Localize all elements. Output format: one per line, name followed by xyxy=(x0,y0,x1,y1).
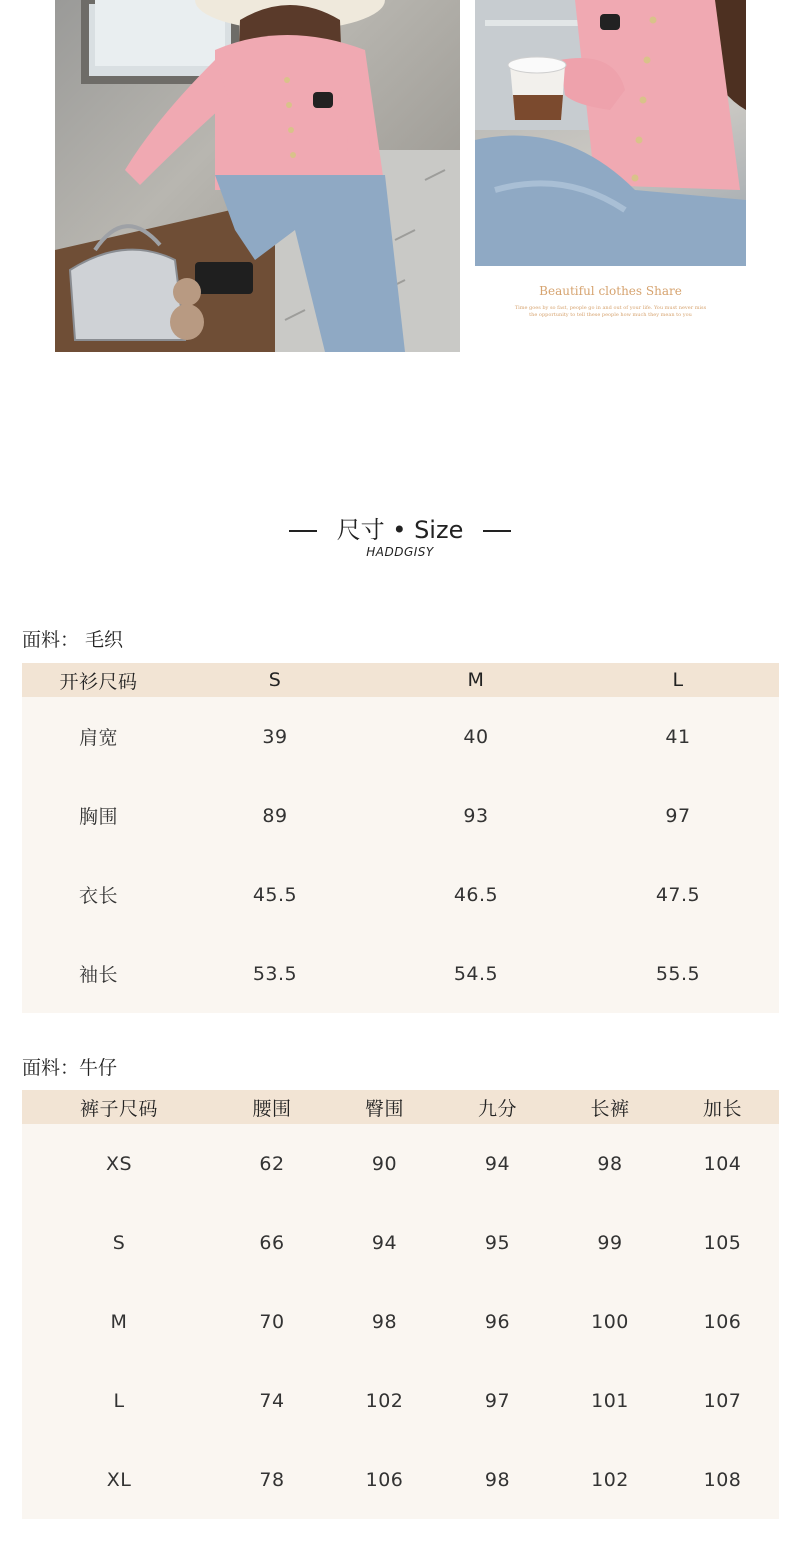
header-cell: 长裤 xyxy=(590,1097,630,1120)
table-cell: 102 xyxy=(591,1468,629,1491)
table-row xyxy=(22,697,779,776)
header-cell: L xyxy=(672,669,684,691)
table-cell: 101 xyxy=(591,1389,629,1412)
table-cell: 93 xyxy=(463,804,489,827)
table-cell: 98 xyxy=(484,1468,511,1491)
table-cell: 104 xyxy=(703,1152,742,1175)
table-cell: 98 xyxy=(597,1152,623,1175)
table-cell: 70 xyxy=(259,1310,285,1333)
header-cell: 九分 xyxy=(477,1097,517,1120)
size-section-heading xyxy=(0,510,800,545)
table-cell: 66 xyxy=(259,1231,285,1254)
product-photo-detail xyxy=(475,0,746,266)
row-label: 肩宽 xyxy=(78,727,118,749)
cardigan-closeup-illustration xyxy=(475,0,746,266)
table-cell: 106 xyxy=(365,1468,404,1491)
table-cell: 41 xyxy=(665,725,691,748)
table-cell: 90 xyxy=(371,1152,398,1175)
header-cell: 臀围 xyxy=(364,1097,404,1120)
row-label: S xyxy=(112,1231,126,1254)
header-cell: 腰围 xyxy=(252,1097,292,1120)
header-cell: 裤子尺码 xyxy=(79,1097,158,1120)
table-cell: 108 xyxy=(703,1468,742,1491)
row-label: XL xyxy=(106,1468,132,1491)
table-row xyxy=(22,1282,779,1361)
table-cell: 40 xyxy=(463,725,489,748)
table-cell: 45.5 xyxy=(252,883,298,906)
row-label: 胸围 xyxy=(78,806,118,828)
size-section-subheading: HADDGISY xyxy=(366,545,434,559)
table-cell: 105 xyxy=(703,1231,742,1254)
heading-dash-right xyxy=(483,530,511,532)
table-cell: 97 xyxy=(665,804,691,827)
table-cell: 39 xyxy=(262,725,288,748)
table-cell: 78 xyxy=(259,1468,285,1491)
row-label: 袖长 xyxy=(78,964,118,986)
header-cell: 开衫尺码 xyxy=(59,670,138,693)
pants-size-table xyxy=(22,1090,779,1519)
row-label: 衣长 xyxy=(78,885,118,907)
table-cell: 95 xyxy=(484,1231,511,1254)
header-cell: M xyxy=(467,669,485,691)
table-row xyxy=(22,855,779,934)
table-cell: 102 xyxy=(365,1389,404,1412)
table-cell: 106 xyxy=(703,1310,742,1333)
cardigan-size-table xyxy=(22,663,779,1013)
table-cell: 62 xyxy=(259,1152,285,1175)
table-row xyxy=(22,934,779,1013)
share-caption-line-1: Time goes by so fast, people go in and out of your life. You must never miss xyxy=(514,305,707,311)
table-cell: 100 xyxy=(591,1310,629,1333)
table-cell: 89 xyxy=(262,804,288,827)
table-row xyxy=(22,1203,779,1282)
table-cell: 53.5 xyxy=(252,962,298,985)
table-cell: 96 xyxy=(484,1310,511,1333)
table-cell: 107 xyxy=(703,1389,742,1412)
table-cell: 97 xyxy=(484,1389,511,1412)
product-photo-seated xyxy=(55,0,460,352)
table-cell: 55.5 xyxy=(655,962,701,985)
header-cell: 加长 xyxy=(702,1097,742,1120)
table-cell: 94 xyxy=(484,1152,511,1175)
table-cell: 94 xyxy=(371,1231,398,1254)
table-cell: 99 xyxy=(597,1231,623,1254)
size-heading-text: 尺寸 • Size xyxy=(336,516,464,544)
share-caption-line-2: the opportunity to tell these people how much they mean to you xyxy=(529,312,692,318)
table-cell: 74 xyxy=(259,1389,285,1412)
pants-table-header xyxy=(22,1090,779,1124)
table-row xyxy=(22,1440,779,1519)
row-label: XS xyxy=(105,1152,133,1175)
table-cell: 46.5 xyxy=(453,883,499,906)
row-label: M xyxy=(110,1310,128,1333)
seated-model-illustration xyxy=(55,0,460,352)
table-cell: 54.5 xyxy=(453,962,499,985)
knit-fabric-label: 面料： 毛织 xyxy=(22,629,124,651)
cardigan-table-header xyxy=(22,663,779,697)
table-row xyxy=(22,1124,779,1203)
table-cell: 47.5 xyxy=(655,883,701,906)
header-cell: S xyxy=(268,669,282,691)
table-cell: 98 xyxy=(371,1310,398,1333)
share-caption-title: Beautiful clothes Share xyxy=(539,284,682,298)
row-label: L xyxy=(113,1389,125,1412)
denim-fabric-label: 面料：牛仔 xyxy=(22,1057,118,1079)
table-row xyxy=(22,776,779,855)
table-row xyxy=(22,1361,779,1440)
heading-dash-left xyxy=(289,530,317,532)
